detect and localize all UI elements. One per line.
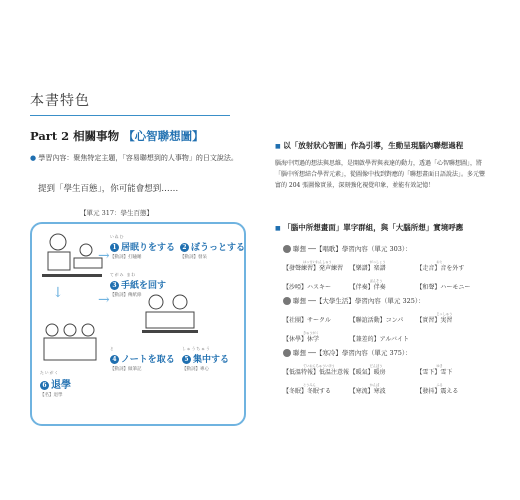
group-head-text: 聯想 ──【大學生活】學習內容（單元 325）： bbox=[293, 297, 425, 305]
vocab-cell bbox=[350, 278, 417, 291]
vocab-row bbox=[283, 330, 483, 343]
vocab-cell bbox=[350, 330, 417, 343]
vocab-cell bbox=[350, 363, 417, 376]
node-ruby: と bbox=[110, 346, 115, 351]
mind-map-node-1 bbox=[110, 234, 175, 260]
section-title-text: 以「放射狀心智圖」作為引導，生動呈現腦內聯想過程 bbox=[283, 141, 464, 150]
bulb-icon bbox=[283, 297, 291, 305]
vocab-cell bbox=[350, 259, 417, 272]
vocab-text: 【低溫特報】低温注意報 bbox=[283, 369, 350, 376]
vocab-row bbox=[283, 259, 483, 272]
bullet-icon: ● bbox=[30, 154, 37, 162]
mind-map-node-5 bbox=[182, 346, 229, 372]
vocab-ruby: かんぱ bbox=[369, 383, 380, 387]
vocab-ruby: ゆき bbox=[436, 364, 443, 368]
hub-number: 6 bbox=[40, 381, 49, 390]
vocab-ruby: はっせいれんしゅう bbox=[303, 260, 332, 264]
vocab-row bbox=[283, 311, 483, 324]
node-label: ノートを取る bbox=[121, 355, 175, 365]
vocab-ruby bbox=[370, 311, 417, 315]
hub-label: 退學 bbox=[51, 380, 71, 391]
node-credit: 【動詞】傳紙條 bbox=[110, 293, 142, 298]
bullet-icon: ■ bbox=[275, 225, 281, 232]
vocab-text: 【暖氣】暖房 bbox=[349, 369, 386, 376]
section-title-1 bbox=[275, 140, 500, 151]
vocab-cell bbox=[416, 259, 483, 272]
vocab-cell bbox=[283, 259, 350, 272]
vocab-ruby: ふる bbox=[436, 383, 443, 387]
vocab-cell bbox=[283, 278, 350, 291]
section-body: 腦海中閃過的想法與思維，是開啟學習與表達的動力，透過「心智聯想圖」，將「腦中所想結合學習元素」，從圖像中找到對應的「聯想畫面日語說法」。多元豐富的 204 張圖像實景，深刻強化視覺印象，並能有效記憶！ bbox=[275, 160, 486, 189]
vocab-ruby: がっしょう bbox=[369, 260, 386, 264]
association-group-3 bbox=[283, 348, 483, 401]
arrow-down-icon: ↓ bbox=[52, 285, 64, 301]
node-ruby: てがみ まわ bbox=[110, 272, 137, 277]
part-title bbox=[30, 128, 204, 144]
heading-rule bbox=[30, 115, 230, 116]
bullet-icon: ■ bbox=[275, 143, 281, 150]
vocab-cell bbox=[416, 363, 483, 376]
page-heading: 本書特色 bbox=[30, 93, 90, 109]
vocab-text: 【樂譜】楽譜 bbox=[349, 265, 386, 272]
vocab-cell bbox=[283, 330, 350, 343]
vocab-text: 【兼差的】アルバイト bbox=[349, 336, 410, 343]
node-credit: 【動詞】打瞌睡 bbox=[110, 255, 142, 260]
vocab-text: 【實習】実習 bbox=[416, 317, 453, 324]
prompt-text: 提到「學生百態」，你可能會想到…… bbox=[38, 184, 179, 194]
node-ruby bbox=[180, 234, 245, 240]
vocab-cell bbox=[416, 311, 483, 324]
vocab-ruby: とうみん bbox=[303, 383, 316, 387]
node-credit: 【動詞】做筆記 bbox=[110, 367, 142, 372]
mind-map-node-4 bbox=[110, 346, 175, 372]
mind-map-hub bbox=[40, 370, 102, 398]
part-name: 【心智聯想圖】 bbox=[123, 129, 204, 143]
association-group-1 bbox=[283, 244, 483, 297]
vocab-text: 【休學】休学 bbox=[283, 336, 320, 343]
description-text: 學習內容：聚焦特定主題，「容易聯想到的人事物」的日文說法。 bbox=[38, 154, 238, 162]
vocab-text: 【伴奏】伴奏 bbox=[349, 284, 386, 291]
node-ruby: しゅうちゅう bbox=[182, 346, 211, 351]
vocab-row bbox=[283, 278, 483, 291]
group-head-text: 聯想 ──【寒冷】學習內容（單元 375）： bbox=[293, 349, 412, 357]
vocab-ruby: きゅうがく bbox=[303, 331, 319, 335]
vocab-ruby: じっしゅう bbox=[436, 312, 453, 316]
hub-credit: 【名】退學 bbox=[40, 393, 63, 398]
vocab-ruby bbox=[303, 278, 350, 282]
part-prefix: Part 2 相關事物 bbox=[30, 129, 120, 143]
mind-map-node-3 bbox=[110, 272, 166, 298]
vocab-cell bbox=[350, 382, 417, 395]
vocab-ruby: ばんそう bbox=[369, 279, 383, 283]
vocab-cell bbox=[416, 278, 483, 291]
vocab-text: 【聯誼活動】コンパ bbox=[349, 317, 404, 324]
node-label: 居眠りをする bbox=[121, 243, 176, 253]
mind-map-node-2 bbox=[180, 234, 245, 260]
student-illustration-3 bbox=[40, 318, 102, 366]
node-credit: 【動詞】發呆 bbox=[180, 255, 207, 260]
node-number: 2 bbox=[180, 243, 189, 252]
vocab-text: 【寒流】寒波 bbox=[349, 388, 386, 395]
vocab-row bbox=[283, 363, 483, 376]
arrow-right-icon: → bbox=[98, 292, 110, 308]
hub-ruby: たいがく bbox=[40, 370, 60, 375]
vocab-text: 【雪下】雪下 bbox=[416, 369, 453, 376]
vocab-row bbox=[283, 382, 483, 395]
vocab-text: 【社團】サークル bbox=[283, 317, 331, 324]
vocab-ruby bbox=[370, 330, 417, 334]
vocab-cell bbox=[283, 382, 350, 395]
node-credit: 【動詞】專心 bbox=[182, 367, 209, 372]
node-label: ぼうっとする bbox=[191, 243, 246, 253]
bulb-icon bbox=[283, 245, 291, 253]
node-ruby: いねむ bbox=[110, 234, 125, 239]
unit-caption: 【單元 317：學生百態】 bbox=[80, 209, 153, 217]
vocab-text: 【冬眠】冬眠する bbox=[283, 388, 332, 395]
node-number: 5 bbox=[182, 355, 191, 364]
vocab-cell bbox=[416, 330, 483, 343]
vocab-cell bbox=[283, 311, 350, 324]
node-number: 4 bbox=[110, 355, 119, 364]
vocab-ruby: だんぼう bbox=[369, 364, 383, 368]
association-group-2 bbox=[283, 296, 483, 349]
vocab-text: 【發聲練習】発声練習 bbox=[283, 265, 344, 272]
vocab-text: 【走音】音を外す bbox=[416, 265, 465, 272]
vocab-text: 【發抖】震える bbox=[416, 388, 459, 395]
node-label: 集中する bbox=[193, 355, 230, 365]
vocab-ruby bbox=[436, 330, 483, 334]
vocab-ruby bbox=[303, 311, 350, 315]
node-number: 1 bbox=[110, 243, 119, 252]
group-head bbox=[283, 348, 483, 357]
vocab-ruby: ていおんちゅういほう bbox=[303, 364, 335, 368]
section-title-2 bbox=[275, 222, 500, 233]
bulb-icon bbox=[283, 349, 291, 357]
section-title-text: 「腦中所想畫面」單字群組，與「大腦所想」實境呼應 bbox=[283, 223, 464, 232]
vocab-cell bbox=[283, 363, 350, 376]
vocab-cell bbox=[350, 311, 417, 324]
group-head bbox=[283, 296, 483, 305]
group-head-text: 聯想 ──【唱歌】學習內容（單元 303）： bbox=[293, 245, 412, 253]
vocab-cell bbox=[416, 382, 483, 395]
vocab-text: 【沙啞】ハスキー bbox=[283, 284, 332, 291]
vocab-text: 【和聲】ハーモニー bbox=[416, 284, 471, 291]
group-head bbox=[283, 244, 483, 253]
arrow-right-icon: → bbox=[98, 248, 110, 264]
vocab-ruby bbox=[436, 278, 483, 282]
vocab-ruby: おと bbox=[436, 260, 443, 264]
node-number: 3 bbox=[110, 281, 119, 290]
learning-description bbox=[30, 152, 245, 164]
node-label: 手紙を回す bbox=[121, 281, 167, 291]
